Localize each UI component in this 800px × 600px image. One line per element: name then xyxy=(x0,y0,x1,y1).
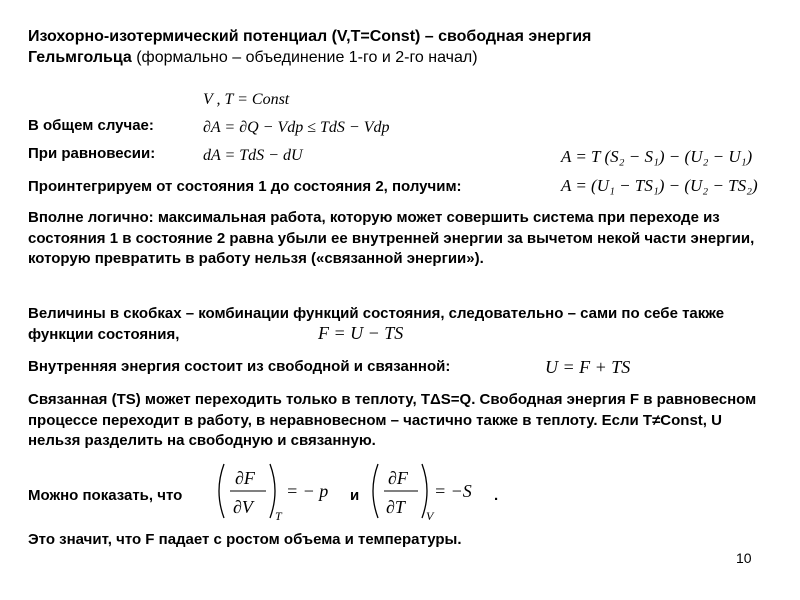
label-dot: . xyxy=(494,487,499,504)
title-line1: Изохорно-изотермический потенциал (V,T=Const) – свободная энергия xyxy=(28,28,592,45)
deriv1-denominator: ∂V xyxy=(233,497,253,517)
formula-partial-derivative-v xyxy=(212,460,342,522)
page-number: 10 xyxy=(736,550,752,566)
deriv2-subscript: V xyxy=(426,509,434,522)
label-equilibrium: При равновесии: xyxy=(28,145,156,162)
deriv1-subscript: T xyxy=(275,509,282,522)
label-general-case: В общем случае: xyxy=(28,117,154,134)
paragraph-conclusion: Это значит, что F падает с ростом объема и температуры. xyxy=(28,531,462,548)
deriv2-numerator: ∂F xyxy=(388,468,408,488)
deriv2-denominator: ∂T xyxy=(386,497,405,517)
label-can-show: Можно показать, что xyxy=(28,487,183,504)
formula-internal-energy: U = F + TS xyxy=(545,357,631,377)
paragraph-state-functions: Величины в скобках – комбинации функций состояния, следовательно – сами по себе также функции состояния, xyxy=(28,305,725,343)
formula-general: ∂A = ∂Q − Vdp ≤ TdS − Vdp xyxy=(203,119,390,136)
paragraph-max-work: Вполне логично: максимальная работа, которую может совершить система при переходе из состояния 1 в состояние 2 равна убыли ее внутренней энергии за вычетом некой части энергии, которую превратить в работу нельзя («связанной энергии»). xyxy=(28,209,755,267)
formula-partial-derivative-t xyxy=(368,460,492,522)
formula-integrated-2: A = (U₁ − TS₁) − (U₂ − TS₂) xyxy=(561,176,758,195)
title-line2-rest: (формально – объединение 1-го и 2-го начал) xyxy=(131,49,478,66)
deriv1-rhs: = − p xyxy=(286,481,329,501)
deriv1-numerator: ∂F xyxy=(235,468,255,488)
title-line2-bold: Гельмгольца xyxy=(28,49,132,66)
formula-helmholtz: F = U − TS xyxy=(318,323,404,343)
label-internal-energy: Внутренняя энергия состоит из свободной и связанной: xyxy=(28,358,451,375)
deriv2-rhs: = −S xyxy=(434,481,472,501)
formula-condition: V , T = Const xyxy=(203,91,290,108)
paragraph-bound-energy: Связанная (TS) может переходить только в теплоту, TΔS=Q. Свободная энергия F в равновесном процессе переходит в работу, в неравновесном – частично также в теплоту. Если T≠Const, U нельзя разделить на свободную и связанную. xyxy=(28,391,757,449)
label-integrate: Проинтегрируем от состояния 1 до состояния 2, получим: xyxy=(28,178,462,195)
formula-equilibrium: dA = TdS − dU xyxy=(203,147,303,164)
label-and: и xyxy=(350,487,360,504)
formula-integrated-1: A = T (S₂ − S₁) − (U₂ − U₁) xyxy=(561,147,753,166)
slide-title xyxy=(28,26,591,68)
